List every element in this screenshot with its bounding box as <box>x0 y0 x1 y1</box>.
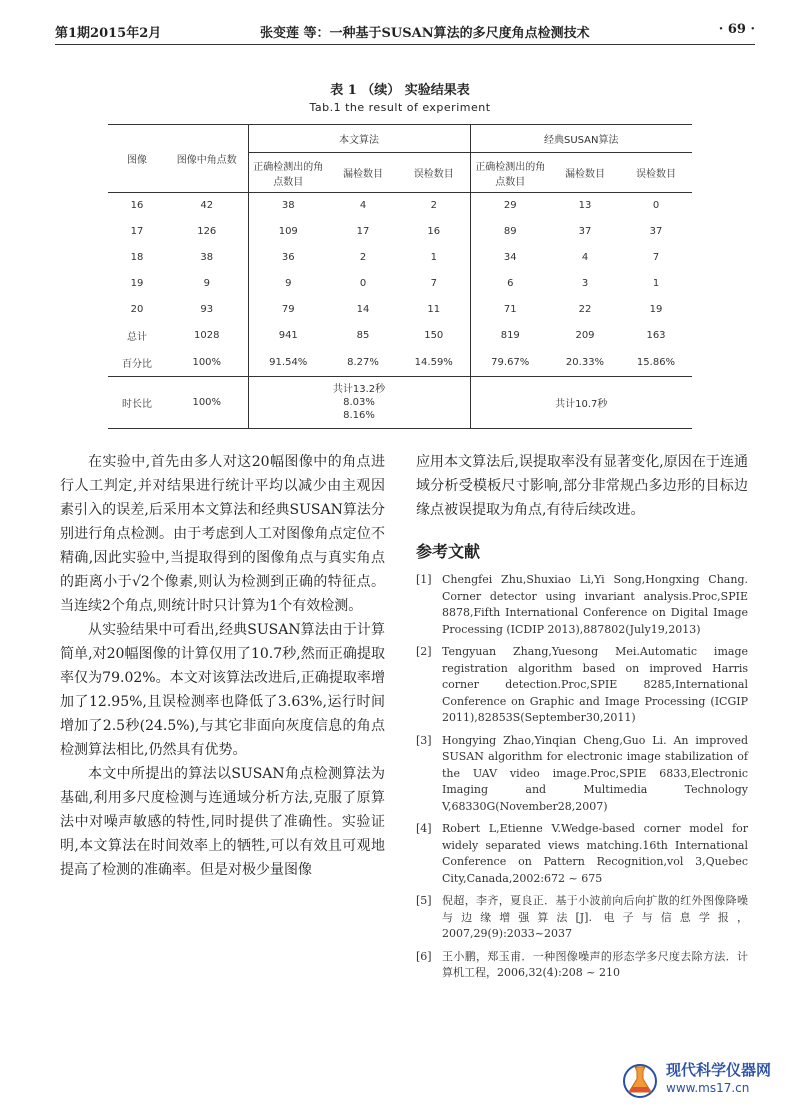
table-row <box>108 323 692 349</box>
time-ours-line3: 8.16% <box>343 410 375 421</box>
left-column <box>60 450 385 882</box>
table-cell: 1028 <box>194 330 220 341</box>
reference-text: Robert L,Etienne V.Wedge-based corner model for widely separated views matching.16th International Conference on Pattern Recognition,vol 3,Quebec City,Canada,2002:672 ~ 675 <box>442 822 748 885</box>
table-cell: 百分比 <box>108 349 166 377</box>
table-cell: 22 <box>578 304 592 315</box>
reference-item <box>416 949 748 982</box>
table-cell: 17 <box>356 226 370 237</box>
text-run: 在实验中,首先由多人对这20幅图像中的角点进行人工判定,并对结果进行统计平均以减少由主观因素引入的误差,后采用本文算法和经典SUSAN算法分别进行角点检测。由于考虑到人工对图像角点定位不精确,因此实验中,当提取得到的图像角点与真实角点的距离小于 <box>60 454 385 590</box>
header-false: 误检数目 <box>620 153 692 193</box>
reference-item <box>416 733 748 816</box>
table-cell: 89 <box>470 219 550 245</box>
table-row <box>108 349 692 377</box>
time-ours-total: 共计13.2秒 <box>332 384 386 395</box>
table-row <box>108 193 692 219</box>
reference-number: [5] <box>416 894 432 907</box>
table-row <box>108 245 692 271</box>
table-cell: 109 <box>248 219 328 245</box>
running-title: 张变莲 等：一种基于SUSAN算法的多尺度角点检测技术 <box>260 26 590 41</box>
reference-text: 倪超，李齐，夏良正．基于小波前向后向扩散的红外图像降噪与边缘增强算法[J]. 电子与信息学报，2007,29(9):2033~2037 <box>442 894 748 940</box>
table-cell: 0 <box>652 200 660 212</box>
table-cell: 16 <box>427 226 441 237</box>
right-column <box>416 450 748 988</box>
header-correct: 正确检测出的角点数目 <box>470 153 550 193</box>
table-row <box>108 219 692 245</box>
watermark-name: 现代科学仪器网 <box>666 1061 772 1079</box>
table-cell: 17 <box>130 226 144 237</box>
table-cell: 819 <box>470 323 550 349</box>
table-cell: 9 <box>248 271 328 297</box>
table-cell: 19 <box>649 304 663 315</box>
table-cell: 13 <box>578 200 592 212</box>
table-cell: 2 <box>359 252 367 263</box>
table-row <box>108 271 692 297</box>
table-cell: 85 <box>356 330 370 341</box>
table-cell: 6 <box>470 271 550 297</box>
watermark <box>620 1057 790 1101</box>
table-cell: 150 <box>424 330 444 341</box>
flask-logo-icon <box>620 1059 660 1099</box>
table-cell: 14 <box>356 304 370 315</box>
header-missed: 漏检数目 <box>550 153 620 193</box>
reference-item <box>416 644 748 727</box>
table-row-time <box>108 377 692 429</box>
sqrt-symbol: √2 <box>131 574 150 590</box>
paragraph-conclusion: 本文中所提出的算法以SUSAN角点检测算法为基础,利用多尺度检测与连通域分析方法,克服了原算法中对噪声敏感的特性,同时提供了准确性。实验证明,本文算法在时间效率上的牺牲,可以有效且可观地提高了检测的准确率。但是对极少量图像 <box>60 766 385 878</box>
time-ours-line2: 8.03% <box>343 397 375 408</box>
table-cell: 34 <box>470 245 550 271</box>
header-divider <box>55 44 755 45</box>
table-caption-cn: 表 1 （续） 实验结果表 <box>330 83 470 98</box>
header-false: 误检数目 <box>398 153 470 193</box>
paragraph-conclusion-cont: 应用本文算法后,误提取率没有显著变化,原因在于连通域分析受模板尺寸影响,部分非常规凸多边形的目标边缘点被误提取为角点,有待后续改进。 <box>416 454 748 518</box>
page-number: · 69 · <box>718 22 755 37</box>
table-cell: 4 <box>359 200 367 212</box>
table-cell: 14.59% <box>398 349 470 377</box>
table-cell: 79 <box>248 297 328 323</box>
table-cell: 71 <box>470 297 550 323</box>
table-cell: 总计 <box>127 332 147 343</box>
reference-text: Hongying Zhao,Yinqian Cheng,Guo Li. An improved SUSAN algorithm for electronic image stabilization of the UAV video image.Proc,SPIE 6833,Electronic Imaging and Multimedia Technology V,68330G(November28,2007) <box>442 733 748 813</box>
table-cell: 36 <box>248 245 328 271</box>
header-classic-susan: 经典SUSAN算法 <box>470 125 692 153</box>
table-cell: 0 <box>359 278 367 289</box>
table-cell: 20 <box>130 304 144 315</box>
table-cell: 7 <box>652 252 660 263</box>
header-image: 图像 <box>108 125 166 193</box>
time-percent: 100% <box>166 377 248 429</box>
table-cell: 37 <box>649 226 663 237</box>
table-cell: 9 <box>203 278 210 289</box>
reference-number: [1] <box>416 573 432 586</box>
results-table <box>108 124 692 429</box>
table-cell: 16 <box>130 200 144 212</box>
table-row <box>108 297 692 323</box>
reference-text: Tengyuan Zhang,Yuesong Mei.Automatic image registration algorithm based on improved Harris corner detection.Proc,SPIE 8285,International Conference on Graphic and Image Processing (ICGIP 2011),82853S(September30,2011) <box>442 645 748 724</box>
reference-text: 王小鹏，郑玉甫．一种图像噪声的形态学多尺度去除方法．计算机工程，2006,32(4):208 ~ 210 <box>442 949 748 979</box>
table-cell: 126 <box>197 226 217 237</box>
table-cell: 38 <box>200 252 214 263</box>
table-cell: 8.27% <box>328 349 398 377</box>
table-cell: 4 <box>581 252 589 263</box>
table-cell: 20.33% <box>550 349 620 377</box>
table-cell: 1 <box>430 252 437 263</box>
time-label: 时长比 <box>108 377 166 429</box>
reference-number: [6] <box>416 949 432 963</box>
reference-number: [3] <box>416 733 432 747</box>
table-cell: 29 <box>470 193 550 219</box>
header-corner-count: 图像中角点数 <box>166 125 248 193</box>
references-list <box>416 572 748 982</box>
table-cell: 7 <box>430 278 437 289</box>
table-cell: 38 <box>248 193 328 219</box>
references-heading: 参考文献 <box>416 542 481 561</box>
reference-item <box>416 893 748 943</box>
issue-date: 第1期2015年2月 <box>55 26 162 41</box>
table-cell: 37 <box>578 226 592 237</box>
table-cell: 163 <box>646 330 666 341</box>
table-cell: 1 <box>652 278 660 289</box>
table-caption-en: Tab.1 the result of experiment <box>309 101 491 114</box>
header-missed: 漏检数目 <box>328 153 398 193</box>
paragraph-method <box>60 450 385 618</box>
reference-number: [4] <box>416 822 432 835</box>
table-cell: 19 <box>130 278 144 289</box>
table-cell: 100% <box>166 349 248 377</box>
table-cell: 42 <box>200 200 214 212</box>
table-cell: 2 <box>430 200 437 212</box>
table-cell: 18 <box>130 252 144 263</box>
text-run: 个像素,则认为检测到正确的特征点。当连续2个角点,则统计时只计算为1个有效检测。 <box>60 574 385 614</box>
table-cell: 209 <box>575 330 595 341</box>
reference-item <box>416 572 748 638</box>
time-susan: 共计10.7秒 <box>470 377 692 429</box>
table-cell: 3 <box>581 278 589 289</box>
reference-text: Chengfei Zhu,Shuxiao Li,Yi Song,Hongxing Chang. Corner detector using invariant analysis.Proc,SPIE 8878,Fifth International Conference on Digital Image Processing (ICDIP 2013),887802(July19,2013) <box>442 573 748 636</box>
table-cell: 15.86% <box>620 349 692 377</box>
reference-item <box>416 821 748 887</box>
running-header <box>55 12 755 41</box>
table-cell: 79.67% <box>470 349 550 377</box>
table-cell: 91.54% <box>248 349 328 377</box>
table-cell: 941 <box>248 323 328 349</box>
watermark-url[interactable]: www.ms17.cn <box>666 1081 750 1095</box>
table-cell: 11 <box>427 304 441 315</box>
paragraph-results: 从实验结果中可看出,经典SUSAN算法由于计算简单,对20幅图像的计算仅用了10.7秒,然而正确提取率仅为79.02%。本文对该算法改进后,正确提取率增加了12.95%,且误检测率也降低了3.63%,运行时间增加了2.5秒(24.5%),与其它非面向灰度信息的角点检测算法相比,仍然具有优势。 <box>60 622 385 758</box>
table-cell: 93 <box>200 304 214 315</box>
time-ours <box>248 377 470 429</box>
header-our-algorithm: 本文算法 <box>248 125 470 153</box>
reference-number: [2] <box>416 645 432 658</box>
header-correct: 正确检测出的角点数目 <box>248 153 328 193</box>
